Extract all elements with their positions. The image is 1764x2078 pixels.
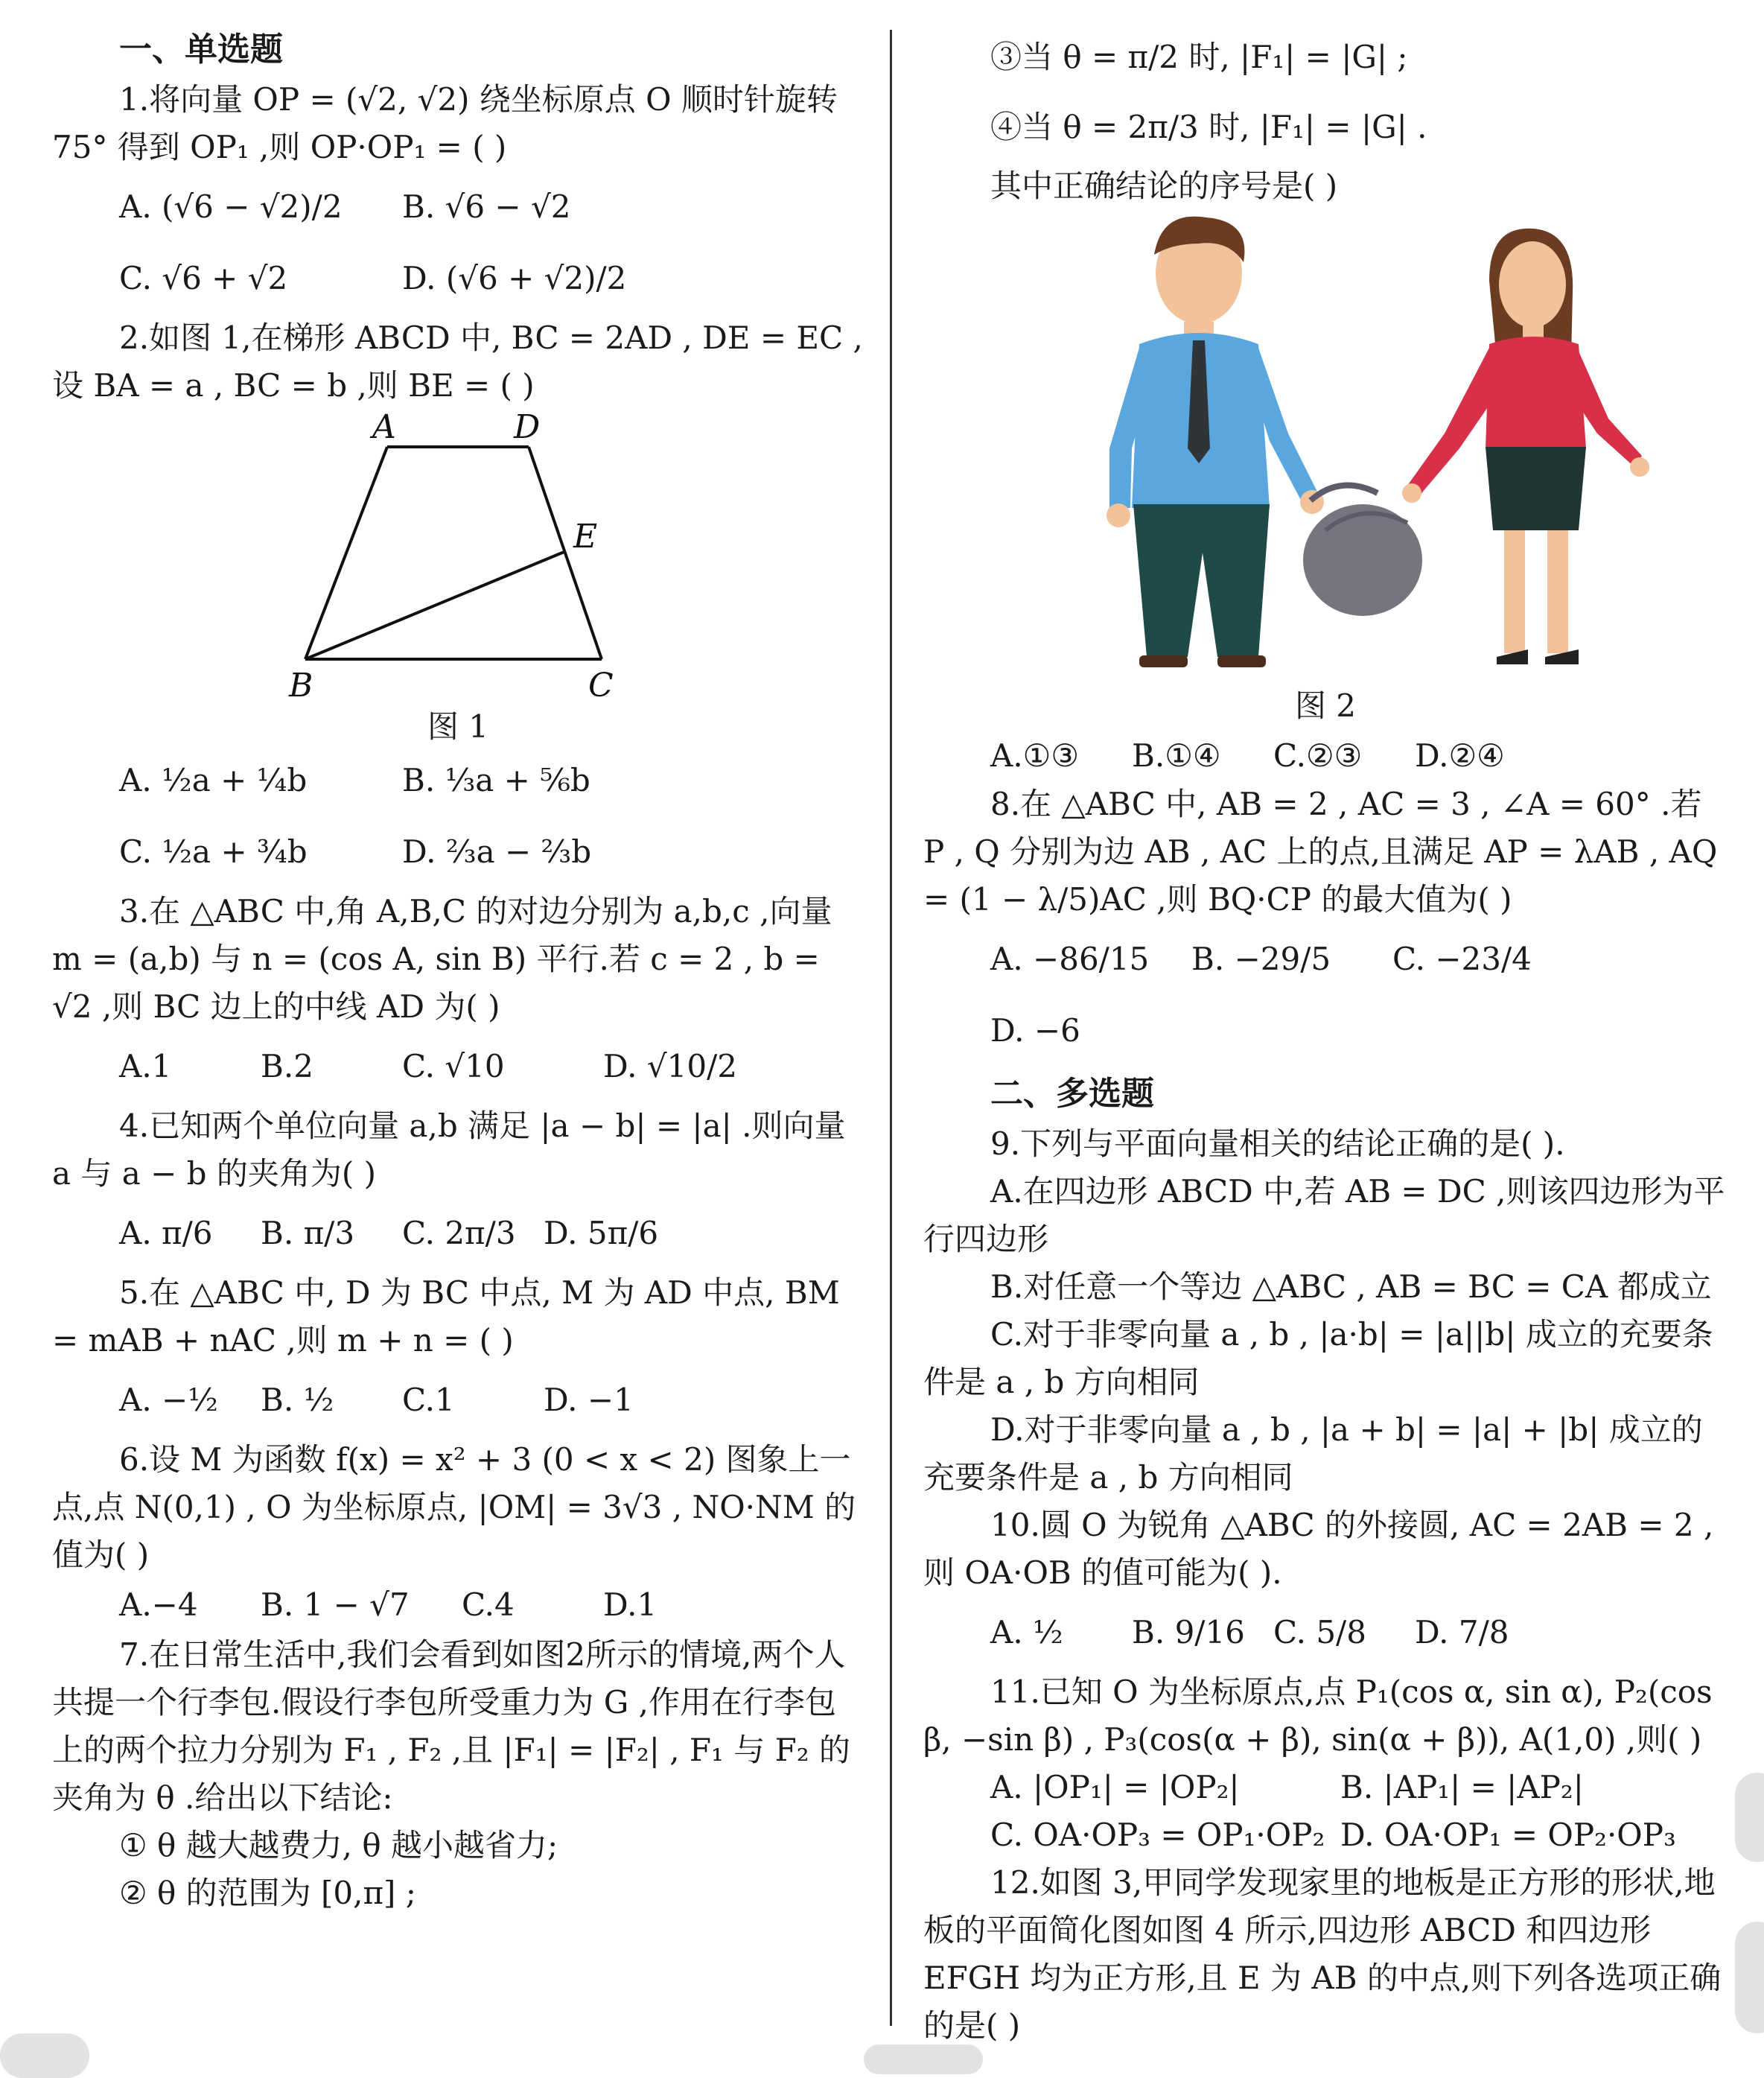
option-c: C. 5/8	[1273, 1614, 1366, 1650]
option-c: C.4	[462, 1586, 515, 1623]
question-9-item-b: B.对任意一个等边 △ABC , AB = BC = CA 都成立	[990, 1268, 1712, 1305]
option-a: A.1	[119, 1048, 172, 1084]
option-d: D. √10/2	[603, 1048, 737, 1084]
option-a: A.−4	[119, 1586, 198, 1623]
question-7-item-4: ④当 θ = 2π/3 时, |F₁| = |G| .	[990, 109, 1427, 145]
question-11: 11.已知 O 为坐标原点,点 P₁(cos α, sin α), P₂(cos β, −sin β) , P₃(cos(α + β), sin(α + β)), A(1,0) ,则( )	[923, 1674, 1713, 1758]
option-d: D. ⅔a − ⅔b	[402, 833, 592, 870]
question-6: 6.设 M 为函数 f(x) = x² + 3 (0 < x < 2) 图象上一点,点 N(0,1) , O 为坐标原点, |OM| = 3√3 , NO·NM 的值为( )	[52, 1441, 856, 1573]
option-d: D.②④	[1415, 737, 1505, 774]
question-7-item-3: ③当 θ = π/2 时, |F₁| = |G| ;	[990, 39, 1408, 75]
option-b: B.2	[261, 1048, 313, 1084]
option-d: D. −1	[544, 1382, 634, 1418]
two-people-carrying-bag-illustration	[923, 210, 1728, 672]
option-a: A. −86/15	[990, 941, 1150, 977]
label-b: B	[289, 667, 313, 700]
question-7: 7.在日常生活中,我们会看到如图2所示的情境,两个人共提一个行李包.假设行李包所受重力为 G ,作用在行李包上的两个拉力分别为 F₁ , F₂ ,且 |F₁| = |F₂| , F₁ 与 F₂ 的夹角为 θ .给出以下结论:	[52, 1636, 850, 1816]
option-b: B. −29/5	[1191, 941, 1331, 977]
trapezoid-diagram	[52, 410, 864, 700]
figure-1-caption: 图 1	[427, 708, 489, 745]
decorative-shape	[1735, 1773, 1764, 1862]
section-title-multiple-choice: 二、多选题	[990, 1075, 1154, 1113]
question-4: 4.已知两个单位向量 a,b 满足 |a − b| = |a| .则向量 a 与 a − b 的夹角为( )	[52, 1108, 846, 1192]
option-c: C. √10	[402, 1048, 505, 1084]
question-9-item-a: A.在四边形 ABCD 中,若 AB = DC ,则该四边形为平行四边形	[923, 1173, 1725, 1257]
option-a: A. π/6	[119, 1215, 213, 1251]
question-10: 10.圆 O 为锐角 △ABC 的外接圆, AC = 2AB = 2 ,则 OA·OB 的值可能为( ).	[923, 1507, 1714, 1591]
figure-2	[923, 210, 1728, 731]
question-7-prompt: 其中正确结论的序号是( )	[990, 168, 1338, 204]
option-c: C. 2π/3	[402, 1215, 516, 1251]
question-3-options	[52, 1031, 864, 1102]
label-e: E	[573, 518, 598, 556]
question-9-item-c: C.对于非零向量 a , b , |a·b| = |a||b| 成立的充要条件是 a , b 方向相同	[923, 1316, 1713, 1400]
option-a: A.①③	[990, 737, 1079, 774]
question-1: 1.将向量 OP = (√2, √2) 绕坐标原点 O 顺时针旋转 75° 得到 OP₁ ,则 OP·OP₁ = ( )	[52, 81, 838, 165]
question-2-options	[52, 745, 864, 888]
option-c: C. OA·OP₃ = OP₁·OP₂	[990, 1817, 1325, 1853]
question-1-options	[52, 171, 864, 314]
option-b: B. ⅓a + ⅚b	[402, 762, 590, 798]
question-8-options	[923, 924, 1728, 1067]
question-9-item-d: D.对于非零向量 a , b , |a + b| = |a| + |b| 成立的充要条件是 a , b 方向相同	[923, 1411, 1703, 1496]
option-c: C. √6 + √2	[119, 260, 288, 296]
option-d: D.1	[603, 1586, 657, 1623]
option-d: D. −6	[990, 1012, 1080, 1049]
question-11-options	[923, 1764, 1728, 1859]
option-d: D. OA·OP₁ = OP₂·OP₃	[1340, 1817, 1676, 1853]
question-9: 9.下列与平面向量相关的结论正确的是( ).	[990, 1125, 1565, 1162]
option-a: A. ½	[990, 1614, 1063, 1650]
question-5: 5.在 △ABC 中, D 为 BC 中点, M 为 AD 中点, BM = mAB + nAC ,则 m + n = ( )	[52, 1274, 840, 1359]
option-b: B. 1 − √7	[261, 1586, 410, 1623]
option-b: B.①④	[1132, 737, 1221, 774]
column-divider	[890, 30, 892, 2026]
question-5-options	[52, 1364, 864, 1436]
option-c: C. −23/4	[1392, 941, 1532, 977]
option-b: B. π/3	[261, 1215, 355, 1251]
question-4-options	[52, 1198, 864, 1269]
question-2: 2.如图 1,在梯形 ABCD 中, BC = 2AD , DE = EC ,设 BA = a , BC = b ,则 BE = ( )	[52, 320, 863, 404]
option-b: B. √6 − √2	[402, 188, 571, 225]
option-a: A. (√6 − √2)/2	[119, 188, 343, 225]
question-3: 3.在 △ABC 中,角 A,B,C 的对边分别为 a,b,c ,向量 m = (a,b) 与 n = (cos A, sin B) 平行.若 c = 2 , b = √2 ,则 BC 边上的中线 AD 为( )	[52, 893, 832, 1025]
question-8: 8.在 △ABC 中, AB = 2 , AC = 3 , ∠A = 60° .若 P , Q 分别为边 AB , AC 上的点,且满足 AP = λAB , AQ = (1 − λ/5)AC ,则 BQ·CP 的最大值为( )	[923, 786, 1718, 918]
woman-figure	[1402, 229, 1649, 664]
option-a: A. |OP₁| = |OP₂|	[990, 1769, 1240, 1805]
option-a: A. ½a + ¼b	[119, 762, 308, 798]
option-d: D. (√6 + √2)/2	[402, 260, 627, 296]
decorative-shape	[0, 2033, 89, 2078]
right-column	[923, 22, 1728, 2050]
figure-2-caption: 图 2	[1294, 687, 1357, 724]
option-b: B. ½	[261, 1382, 334, 1418]
figure-1	[52, 410, 864, 745]
question-12: 12.如图 3,甲同学发现家里的地板是正方形的形状,地板的平面简化图如图 4 所示,四边形 ABCD 和四边形 EFGH 均为正方形,且 E 为 AB 的中点,则下列各选项正确的是( )	[923, 1864, 1722, 2044]
option-a: A. −½	[119, 1382, 218, 1418]
label-d: D	[514, 410, 541, 446]
option-c: C.②③	[1273, 737, 1363, 774]
option-b: B. 9/16	[1132, 1614, 1245, 1650]
decorative-shape	[1735, 1922, 1764, 2033]
label-c: C	[588, 667, 614, 700]
question-7-item-1: ① θ 越大越费力, θ 越小越省力;	[119, 1827, 558, 1863]
option-c: C.1	[402, 1382, 455, 1418]
question-7-options	[923, 731, 1728, 781]
option-d: D. 7/8	[1415, 1614, 1509, 1650]
decorative-shape	[864, 2044, 983, 2074]
option-c: C. ½a + ¾b	[119, 833, 308, 870]
question-10-options	[923, 1597, 1728, 1668]
option-b: B. |AP₁| = |AP₂|	[1340, 1769, 1584, 1805]
option-d: D. 5π/6	[544, 1215, 659, 1251]
man-figure	[1107, 217, 1324, 667]
left-column	[52, 22, 864, 1917]
question-6-options	[52, 1579, 864, 1631]
label-a: A	[372, 410, 396, 446]
question-7-item-2: ② θ 的范围为 [0,π] ;	[119, 1875, 416, 1911]
section-title-single-choice: 一、单选题	[119, 31, 283, 69]
